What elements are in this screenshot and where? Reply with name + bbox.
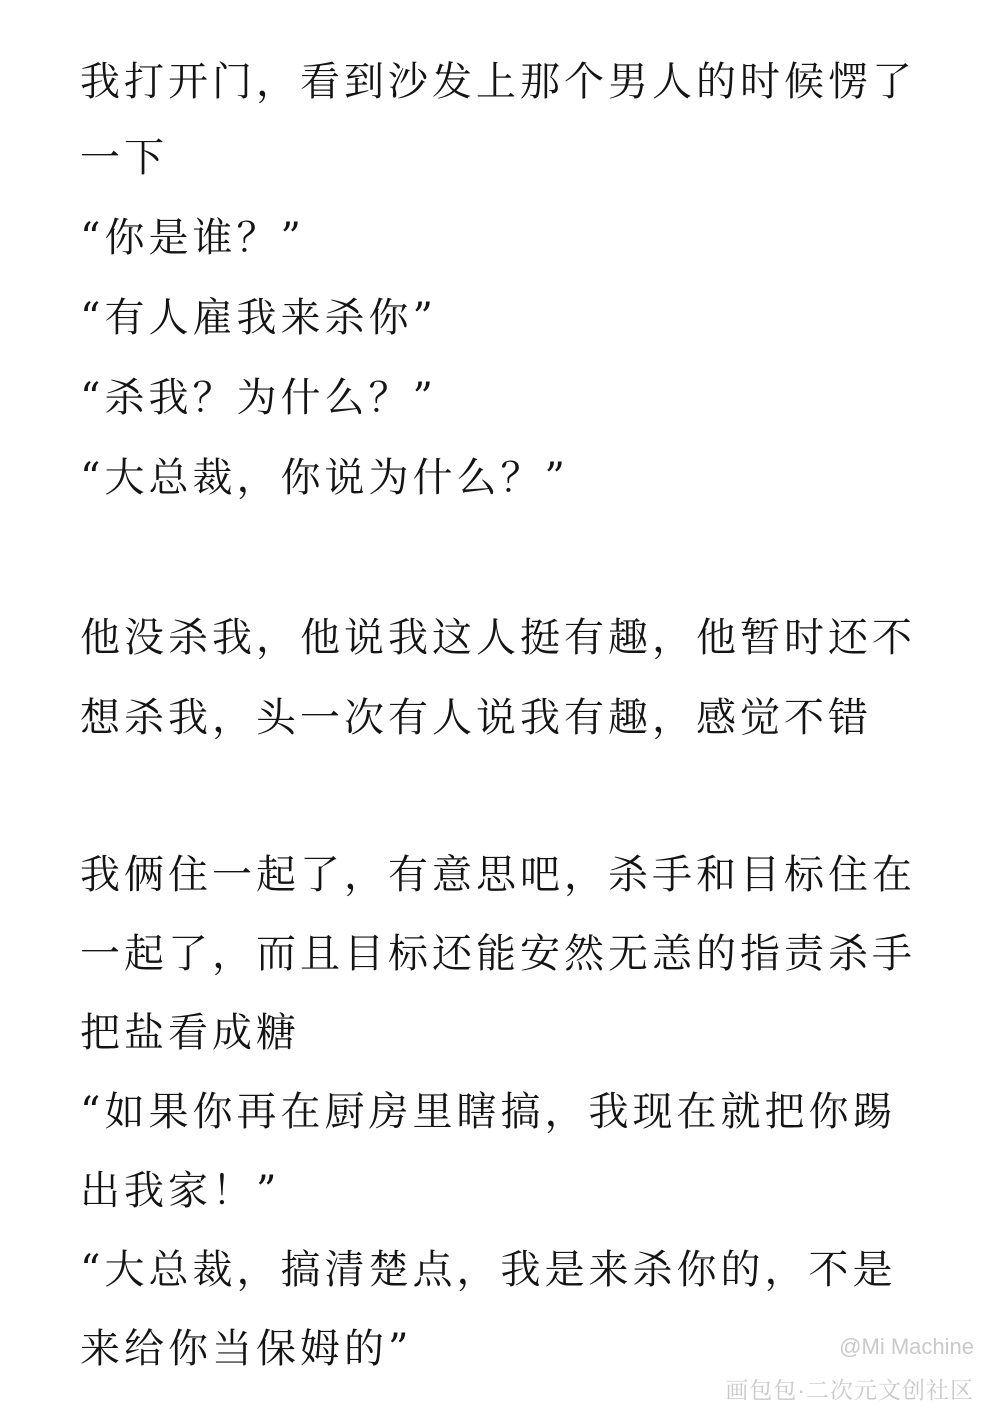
dialogue-line: 来给你当保姆的” bbox=[80, 1326, 413, 1372]
text-line: 把盐看成糖 bbox=[80, 1010, 300, 1056]
dialogue-line: “大总裁，你说为什么？” bbox=[80, 455, 569, 501]
dialogue-line: “你是谁？” bbox=[80, 215, 305, 261]
dialogue-line: “杀我？为什么？” bbox=[80, 375, 437, 421]
text-line: 我俩住一起了，有意思吧，杀手和目标住在 bbox=[80, 852, 916, 898]
watermark-source: 画包包·二次元文创社区 bbox=[725, 1377, 974, 1403]
dialogue-line: “有人雇我来杀你” bbox=[80, 295, 437, 341]
dialogue-line: 出我家！” bbox=[80, 1168, 281, 1214]
watermark-author: @Mi Machine bbox=[839, 1334, 974, 1359]
dialogue-line: “如果你再在厨房里瞎搞，我现在就把你踢 bbox=[80, 1089, 897, 1135]
text-line: 一起了，而且目标还能安然无恙的指责杀手 bbox=[80, 931, 916, 977]
text-line: 我打开门，看到沙发上那个男人的时候愣了 bbox=[80, 59, 916, 105]
text-line: 他没杀我，他说我这人挺有趣，他暂时还不 bbox=[80, 615, 916, 661]
dialogue-line: “大总裁，搞清楚点，我是来杀你的，不是 bbox=[80, 1247, 897, 1293]
text-line: 想杀我，头一次有人说我有趣，感觉不错 bbox=[80, 695, 872, 741]
text-line: 一下 bbox=[80, 135, 168, 181]
